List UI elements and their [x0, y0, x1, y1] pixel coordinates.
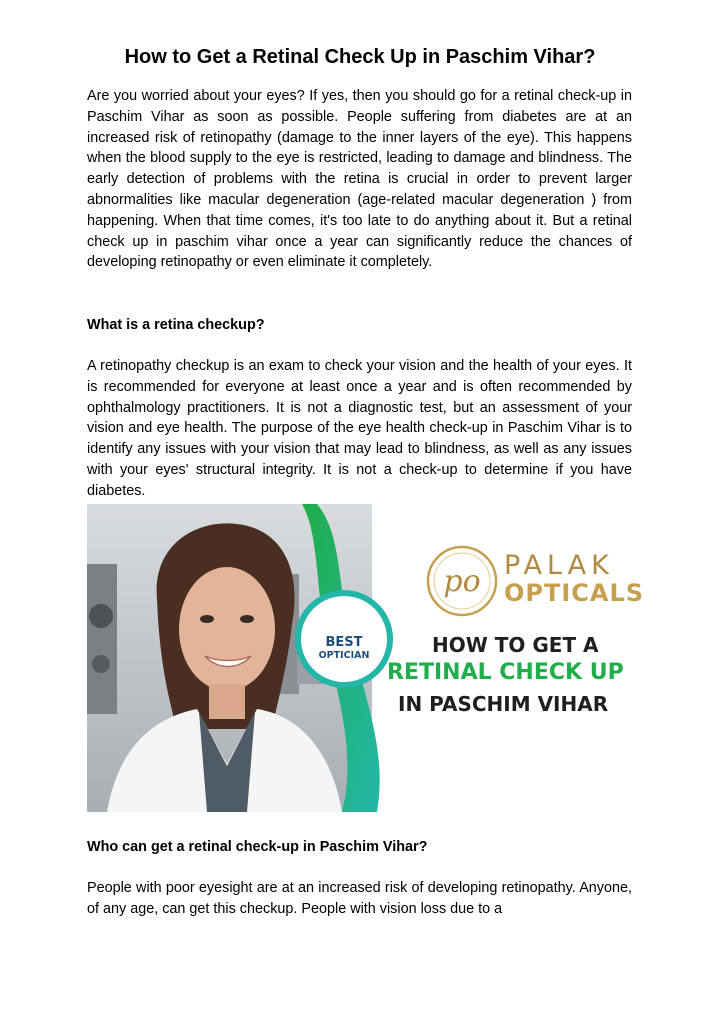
doctor-neck	[209, 684, 245, 719]
equipment-lens	[89, 604, 113, 628]
equipment-lens	[92, 655, 110, 673]
banner-headline-3: IN PASCHIM VIHAR	[398, 692, 609, 716]
banner-headline-1: HOW TO GET A	[432, 633, 599, 657]
doctor-eye	[240, 615, 254, 623]
doctor-eye	[200, 615, 214, 623]
logo-subtitle: OPTICALS	[504, 579, 645, 607]
best-optician-badge	[299, 603, 389, 693]
palak-logo-mark	[426, 545, 498, 617]
badge-line-optician: OPTICIAN	[318, 649, 370, 661]
intro-paragraph: Are you worried about your eyes? If yes, then you should go for a retinal check-up in Paschim Vihar as soon as possible. People suffering from diabetes are at an increased risk of retinopathy (damage to the inner layers of the eye). This happens when the blood supply to the eye is restricted, leading to damage and blindness. The early detection of problems with the retina is crucial in order to prevent larger abnormalities like macular degeneration (age-related macular degeneration ) from happening. When that time comes, it's too late to do anything about it. But a retinal check up in paschim vihar once a year can significantly reduce the chances of developing retinopathy or even eliminate it completely.	[87, 88, 632, 271]
logo-monogram: po	[443, 563, 481, 599]
eye-equipment	[87, 564, 117, 714]
section-body-who-can: People with poor eyesight are at an increased risk of developing retinopathy. Anyone, of any age, can get this checkup. People with vision loss due to a	[87, 880, 632, 917]
section-heading-who-can: Who can get a retinal check-up in Paschim Vihar?	[87, 839, 428, 855]
section-heading-retina-checkup: What is a retina checkup?	[87, 317, 265, 333]
palak-logo-wordmark	[504, 552, 644, 605]
logo-name: PALAK	[504, 550, 614, 581]
badge-line-best: BEST	[325, 634, 363, 650]
section-body-retina-checkup: A retinopathy checkup is an exam to check your vision and the health of your eyes. It is recommended for everyone at least once a year and is often recommended by ophthalmology practitioners. It is not a diagnostic test, but an assessment of your vision and eye health. The purpose of the eye health check-up in Paschim Vihar is to identify any issues with your vision that may lead to blindness, as well as any issues with your eyes' structural integrity. It is not a check-up to determine if you have diabetes.	[87, 358, 632, 499]
page-title: How to Get a Retinal Check Up in Paschim Vihar?	[124, 46, 596, 68]
banner-headline-2: RETINAL CHECK UP	[387, 660, 624, 685]
doctor-face	[179, 567, 275, 691]
